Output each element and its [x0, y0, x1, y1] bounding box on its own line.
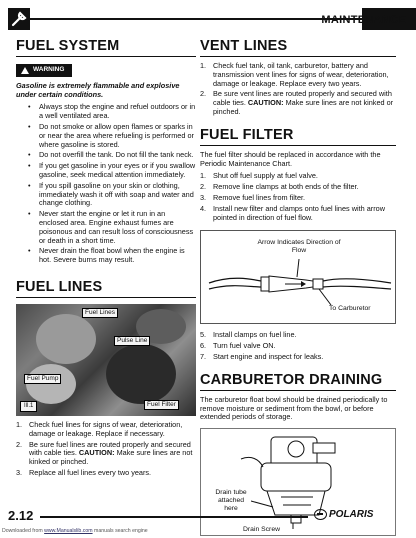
vent-lines-title: VENT LINES — [200, 38, 396, 57]
fuel-lines-steps — [16, 421, 196, 478]
footer-rule — [40, 516, 308, 518]
callout-pulse-line: Pulse Line — [114, 336, 150, 346]
callout-fuel-lines: Fuel Lines — [82, 308, 118, 318]
download-note: Downloaded from www.Manualslib.com manuals search engine — [2, 528, 148, 534]
arrow-direction-label: Arrow Indicates Direction of Flow — [257, 239, 341, 255]
list-item: 2. Be sure fuel lines are routed properly and secured with cable ties. CAUTION: Make sure lines are not kinked or pinched. — [16, 439, 193, 467]
warning-lead: Gasoline is extremely flammable and explosive under certain conditions. — [16, 80, 180, 99]
warning-list — [16, 103, 196, 265]
warning-label: WARNING — [33, 66, 65, 73]
left-column — [16, 38, 196, 480]
list-item: 6. Turn fuel valve ON. — [200, 341, 276, 351]
page-number: 2.12 — [8, 508, 34, 523]
list-item: 1. Check fuel lines for signs of wear, deterioration, damage or leakage. Replace if necessary. — [16, 419, 183, 438]
list-item: 1. Shut off fuel supply at fuel valve. — [200, 171, 318, 181]
vent-lines-steps — [200, 62, 396, 117]
illustration-number: Ill.1 — [20, 401, 37, 412]
list-item: 2. Be sure vent lines are routed properly and secured with cable ties. CAUTION: Make sure lines are not kinked or pinched. — [200, 89, 394, 116]
list-item: • Never drain the float bowl when the engine is hot. Severe burns may result. — [28, 247, 196, 265]
callout-fuel-filter: Fuel Filter — [144, 400, 179, 410]
download-link[interactable]: www.Manualslib.com — [44, 528, 93, 534]
fuel-filter-title: FUEL FILTER — [200, 127, 396, 146]
fuel-filter-intro: The fuel filter should be replaced in accordance with the Periodic Maintenance Chart. — [200, 149, 381, 168]
list-item: 7. Start engine and inspect for leaks. — [200, 351, 324, 361]
drain-screw-label: Drain Screw — [243, 526, 281, 534]
brand-name: POLARIS — [329, 509, 374, 520]
fuel-filter-steps-b — [200, 331, 396, 361]
list-item: 4. Install new filter and clamps onto fuel lines with arrow pointed in direction of fuel flow. — [200, 203, 385, 222]
list-item: 1. Check fuel tank, oil tank, carburetor, battery and transmission vent lines for signs of wear, deterioration, damage or leakage. Replace every two years. — [200, 61, 389, 88]
carburetor-intro: The carburetor float bowl should be drained periodically to remove moisture or sediment from the bowl, or before extended periods of storage. — [200, 394, 388, 422]
list-item: 3. Remove fuel lines from filter. — [200, 192, 306, 202]
wrench-icon — [8, 8, 30, 30]
list-item: • Always stop the engine and refuel outdoors or in a well ventilated area. — [28, 103, 196, 121]
list-item: • Never start the engine or let it run in an enclosed area. Engine exhaust fumes are poisonous and can result loss of consciousness or death in a short time. — [28, 210, 196, 245]
fuel-filter-steps-a — [200, 172, 396, 222]
fuel-system-title: FUEL SYSTEM — [16, 38, 196, 57]
list-item: • Do not overfill the tank. Do not fill the tank neck. — [28, 151, 196, 160]
header-rule — [30, 18, 362, 20]
carburetor-draining-title: CARBURETOR DRAINING — [200, 372, 396, 391]
list-item: • Do not smoke or allow open flames or sparks in or near the area where refueling is performed or where gasoline is stored. — [28, 123, 196, 149]
list-item: 2. Remove line clamps at both ends of the filter. — [200, 182, 359, 192]
list-item: • If you get gasoline in your eyes or if you swallow gasoline, seek medical attention immediately. — [28, 162, 196, 180]
carburetor-drawing — [201, 429, 397, 537]
section-header: MAINTENANCE — [321, 14, 406, 26]
list-item: • If you spill gasoline on your skin or clothing, immediately wash it off with soap and water and change clothing. — [28, 182, 196, 208]
drain-tube-label: Drain tube attached here — [211, 489, 251, 513]
to-carburetor-label: To Carburetor — [329, 305, 371, 313]
fuel-lines-title: FUEL LINES — [16, 279, 196, 298]
polaris-logo-icon — [314, 509, 327, 520]
fuel-filter-diagram — [200, 230, 396, 324]
callout-fuel-pump: Fuel Pump — [24, 374, 61, 384]
fuel-lines-photo — [16, 304, 196, 416]
list-item: 5. Install clamps on fuel line. — [200, 330, 297, 340]
list-item: 3. Replace all fuel lines every two years. — [16, 467, 152, 477]
right-column — [200, 38, 396, 538]
polaris-logo — [314, 509, 373, 520]
warning-triangle-icon — [21, 67, 29, 74]
warning-badge — [16, 64, 72, 77]
